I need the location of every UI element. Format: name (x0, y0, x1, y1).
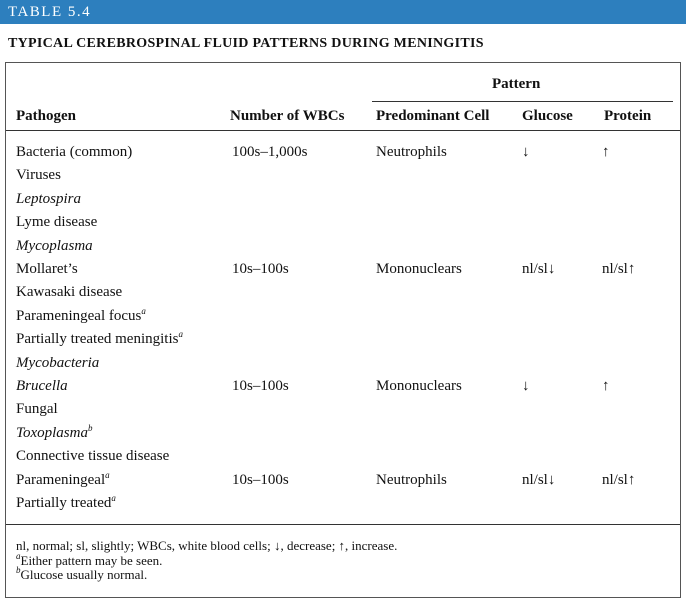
pathogen-name: Viruses (16, 167, 61, 184)
pathogen-row (16, 260, 78, 278)
pathogen-row (16, 377, 68, 395)
pattern-glucose: ↓ (522, 144, 530, 160)
pattern-cell: Mononuclears (376, 261, 462, 277)
header-protein: Protein (604, 108, 652, 124)
pattern-glucose: nl/sl↓ (522, 261, 556, 277)
header-number-of-wbcs: Number of WBCs (230, 108, 345, 124)
pathogen-row (16, 143, 132, 161)
pattern-protein: ↑ (602, 144, 610, 160)
pattern-cell: Neutrophils (376, 144, 447, 160)
pattern-cell: Neutrophils (376, 471, 447, 488)
pathogen-row (16, 213, 97, 231)
pathogen-name: Leptospira (16, 190, 82, 207)
footnote-mark: a (105, 469, 110, 480)
pathogen-row (16, 330, 183, 348)
header-rule (6, 130, 680, 131)
table (5, 62, 681, 598)
footnote-rule (6, 524, 680, 525)
pathogen-row (16, 237, 93, 255)
pathogen-row (16, 190, 81, 208)
pathogen-row (16, 494, 116, 512)
table-label-bar (0, 0, 686, 24)
pathogen-row (16, 283, 122, 301)
pathogen-name: Lyme disease (16, 214, 98, 231)
pathogen-name: Mycoplasma (16, 237, 93, 254)
pathogen-row (16, 354, 99, 372)
pattern-wbc: 100s–1,000s (232, 144, 308, 160)
footnote-mark: b (87, 422, 93, 433)
pathogen-row (16, 471, 110, 489)
pathogen-name: Parameningeal focus (16, 307, 142, 324)
pattern-wbc: 10s–100s (232, 261, 289, 277)
footnote (16, 567, 147, 582)
header-pattern: Pattern (492, 76, 541, 92)
pattern-wbc: 10s–100s (232, 378, 289, 394)
pattern-wbc: 10s–100s (232, 471, 289, 488)
pattern-glucose: nl/sl↓ (522, 471, 556, 488)
footnote-text: nl, normal; sl, slightly; WBCs, white blood cells; ↓, decrease; ↑, increase. (16, 538, 398, 553)
footnote-mark: a (141, 305, 146, 316)
header-pathogen: Pathogen (16, 108, 76, 124)
pattern-cell: Mononuclears (376, 378, 462, 394)
pathogen-name: Mycobacteria (16, 354, 100, 371)
pattern-protein: ↑ (602, 378, 610, 394)
table-label: TABLE 5.4 (8, 4, 92, 20)
footnote-text: Either pattern may be seen. (20, 552, 163, 568)
pathogen-row (16, 307, 146, 325)
pathogen-name: Mollaret’s (16, 261, 78, 277)
footnote (16, 538, 397, 553)
pathogen-name: Bacteria (common) (16, 144, 133, 160)
pathogen-row (16, 400, 58, 418)
footnote-mark: b (16, 565, 21, 575)
header-predominant-cell: Predominant Cell (376, 108, 490, 124)
pathogen-row (16, 447, 169, 465)
pathogen-row (16, 424, 92, 442)
pathogen-name: Kawasaki disease (16, 284, 123, 301)
pathogen-name: Toxoplasma (16, 424, 88, 441)
footnote-text: Glucose usually normal. (20, 567, 148, 582)
pattern-group-rule (372, 101, 673, 102)
pathogen-name: Partially treated meningitis (16, 331, 179, 348)
footnote-mark: a (111, 493, 116, 503)
footnote (16, 550, 163, 568)
pathogen-name: Brucella (16, 378, 68, 394)
pattern-protein: nl/sl↑ (602, 471, 636, 488)
pathogen-name: Parameningeal (16, 471, 106, 488)
pathogen-name: Connective tissue disease (16, 448, 170, 465)
footnote-mark: a (178, 329, 183, 340)
pattern-glucose: ↓ (522, 378, 530, 394)
header-glucose: Glucose (522, 108, 573, 124)
pathogen-name: Partially treated (16, 495, 112, 511)
table-title: TYPICAL CEREBROSPINAL FLUID PATTERNS DURING MENINGITIS (8, 36, 484, 51)
pathogen-name: Fungal (16, 401, 58, 418)
pattern-protein: nl/sl↑ (602, 261, 636, 277)
pathogen-row (16, 166, 61, 184)
footnote-mark: a (16, 550, 21, 561)
